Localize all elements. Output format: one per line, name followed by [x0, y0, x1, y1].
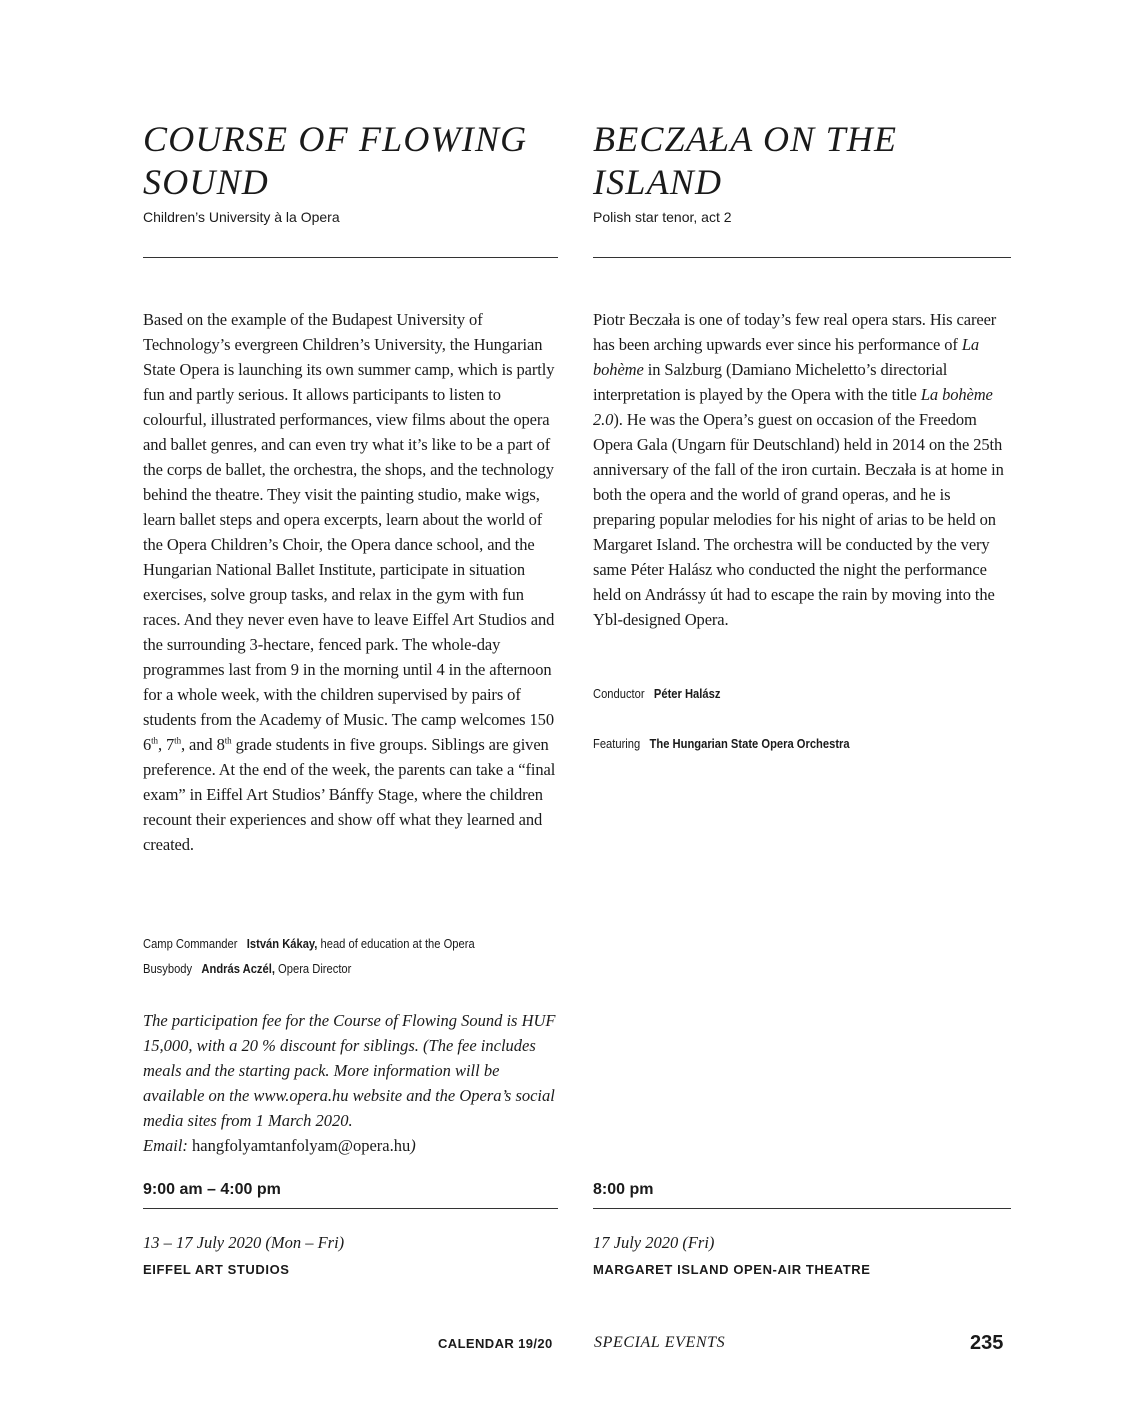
event-description [593, 307, 1011, 632]
event-subtitle: Polish star tenor, act 2 [593, 209, 732, 225]
credit-role: Camp Commander [143, 936, 238, 951]
description-paragraph: Piotr Beczała is one of today’s few real opera stars. His career has been arching upwards ever since his performance of La bohème in Salzburg (Damiano Micheletto’s directorial interpretation is played by the Opera with the title La bohème 2.0). He was the Opera’s guest on occasion of the Freedom Opera Gala (Ungarn für Deutschland) held in 2014 on the 25th anniversary of the fall of the iron curtain. Beczała is at home in both the opera and the world of grand operas, and he is preparing popular melodies for his night of arias to be held on Margaret Island. The orchestra will be conducted by the very same Péter Halász who conducted the night the performance held on Andrássy út had to escape the rain by moving into the Ybl-designed Opera. [593, 310, 1004, 629]
credit-role: Conductor [593, 686, 645, 701]
credit-name: István Kákay, [246, 936, 318, 951]
event-venue: MARGARET ISLAND OPEN-AIR THEATRE [593, 1262, 871, 1277]
event-column-course [143, 0, 558, 1300]
credit-role: Busybody [143, 961, 193, 976]
event-time: 9:00 am – 4:00 pm [143, 1181, 281, 1198]
footer-calendar: CALENDAR 19/20 [438, 1336, 553, 1351]
description-paragraph: Based on the example of the Budapest University of Technology’s evergreen Children’s University, the Hungarian State Opera is launching its own summer camp, which is partly fun and partly serious. It allows participants to listen to colourful, illustrated performances, view films about the opera and ballet genres, and can even try what it’s like to be a part of the corps de ballet, the orchestra, the shops, and the technology behind the theatre. They visit the painting studio, make wigs, learn ballet steps and opera excerpts, learn about the world of the Opera Children’s Choir, the Opera dance school, and the Hungarian National Ballet Institute, participate in situation exercises, solve group tasks, and relax in the gym with fun races. And they never even have to leave Eiffel Art Studios and the surrounding 3-hectare, fenced park. The whole-day programmes last from 9 in the morning until 4 in the afternoon for a whole week, with the children supervised by pairs of students from the Academy of Music. The camp welcomes 150 6th, 7th, and 8th grade students in five groups. Siblings are given preference. At the end of the week, the parents can take a “final exam” in Eiffel Art Studios’ Bánffy Stage, where the children recount their experiences and show off what they learned and created. [143, 310, 556, 854]
credit-name: Péter Halász [653, 686, 721, 701]
credit-line [143, 956, 500, 981]
credit-note: head of education at the Opera [317, 936, 475, 951]
event-subtitle: Children’s University à la Opera [143, 209, 340, 225]
page-number: 235 [970, 1332, 1004, 1354]
footer-section: SPECIAL EVENTS [594, 1334, 726, 1351]
credit-name: András Aczél, [201, 961, 275, 976]
event-description [143, 307, 558, 857]
divider [143, 1208, 558, 1209]
divider [593, 257, 1011, 258]
email-link[interactable]: hangfolyamtanfolyam@opera.hu [187, 1136, 411, 1155]
credit-note: Opera Director [274, 961, 352, 976]
credit-name: The Hungarian State Opera Orchestra [649, 736, 850, 751]
email-label: Email: [143, 1136, 188, 1155]
event-venue: EIFFEL ART STUDIOS [143, 1262, 290, 1277]
event-date: 17 July 2020 (Fri) [593, 1233, 715, 1252]
credit-line [593, 681, 952, 706]
event-column-beczala [593, 0, 1011, 1300]
divider [143, 257, 558, 258]
credit-role: Featuring [593, 736, 641, 751]
credit-line [143, 931, 500, 956]
event-time: 8:00 pm [593, 1181, 654, 1198]
event-date: 13 – 17 July 2020 (Mon – Fri) [143, 1233, 345, 1252]
event-title: COURSE OF FLOWING SOUND [143, 119, 528, 202]
fee-note: The participation fee for the Course of Flowing Sound is HUF 15,000, with a 20 % discount for siblings. (The fee includes meals and the starting pack. More information will be available on the www.opera.hu website and the Opera’s social media sites from 1 March 2020. Email: hangfolyamtanfolyam@opera.hu) [143, 1011, 556, 1155]
event-title: BECZAŁA ON THE ISLAND [593, 119, 898, 202]
divider [593, 1208, 1011, 1209]
credit-line [593, 731, 952, 756]
